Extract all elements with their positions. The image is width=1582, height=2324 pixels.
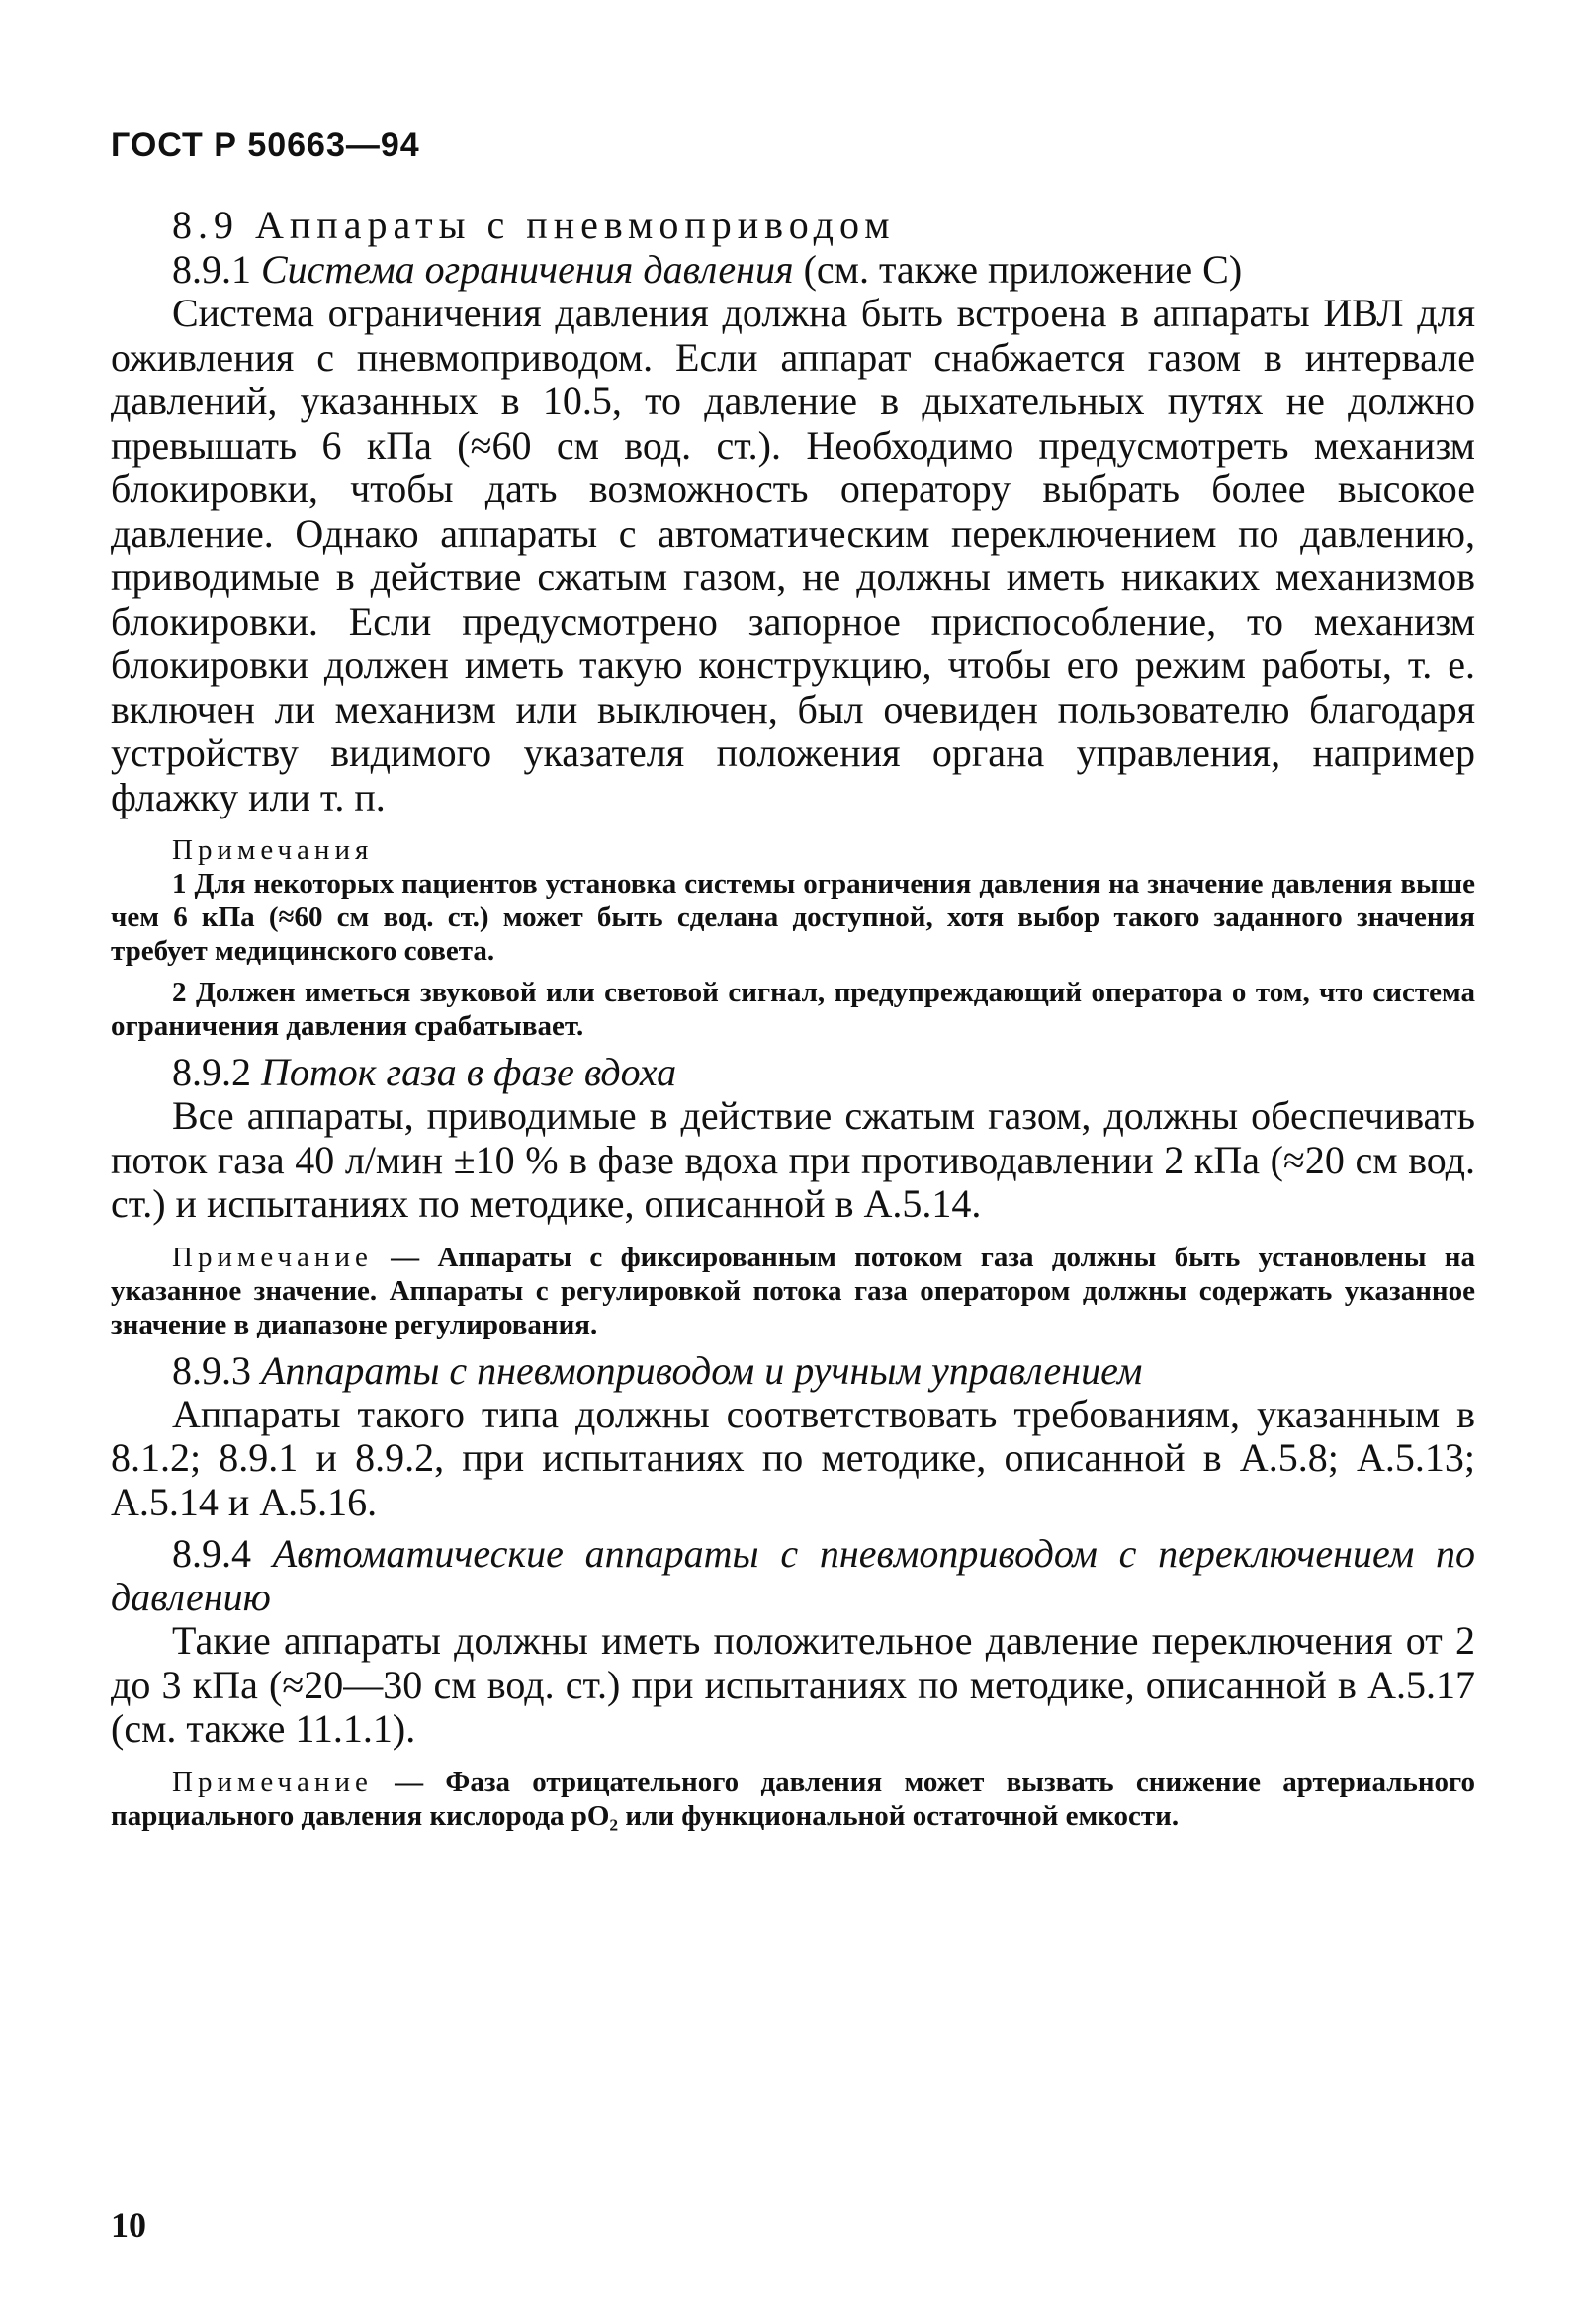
note-text: — Фаза отрицательного давления может вызвать снижение артериального парциального давления кислорода pO₂ или функциональной остаточной емкости. (111, 1765, 1475, 1832)
document-body (111, 203, 1475, 1833)
heading-title: Поток газа в фазе вдоха (261, 1050, 677, 1094)
note-2: 2 Должен иметься звуковой или световой сигнал, предупреждающий оператора о том, что система ограничения давления срабатывает. (111, 977, 1475, 1042)
document-header: ГОСТ Р 50663—94 (111, 127, 420, 164)
heading-title: Аппараты с пневмоприводом и ручным управлением (261, 1347, 1143, 1393)
heading-number: 8.9.2 (172, 1050, 251, 1094)
paragraph-8-9-1: Система ограничения давления должна быть встроена в аппараты ИВЛ для оживления с пневмоприводом. Если аппарат снабжается газом в интервале давлений, указанных в 10.5, то давление в дыхательных путях не должно превышать 6 кПа (≈60 см вод. ст.). Необходимо предусмотреть механизм блокировки, чтобы дать возможность оператору выбрать более высокое давление. Однако аппараты с автоматическим переключением по давлению, приводимые в действие сжатым газом, не должны иметь никаких механизмов блокировки. Если предусмотрено запорное приспособление, то механизм блокировки должен иметь такую конструкцию, чтобы его режим работы, т. е. включен ли механизм или выключен, был очевиден пользователю благодаря устройству видимого указателя положения органа управления, например флажку или т. п. (111, 291, 1475, 819)
heading-suffix: (см. также приложение С) (803, 247, 1243, 292)
paragraph-8-9-3: Аппараты такого типа должны соответствовать требованиям, указанным в 8.1.2; 8.9.1 и 8.9.2, при испытаниях по методике, описанной в А.5.8; А.5.13; А.5.14 и А.5.16. (111, 1391, 1475, 1524)
section-title: 8.9 Аппараты с пневмоприводом (172, 203, 896, 247)
note-label: Примечание (172, 1765, 373, 1798)
heading-number: 8.9.3 (172, 1347, 251, 1393)
paragraph-8-9-4: Такие аппараты должны иметь положительное давление переключения от 2 до 3 кПа (≈20—30 см вод. ст.) при испытаниях по методике, описанной в А.5.17 (см. также 11.1.1). (111, 1618, 1475, 1751)
heading-8-9-1 (111, 248, 1475, 292)
paragraph-8-9-2: Все аппараты, приводимые в действие сжатым газом, должны обеспечивать поток газа 40 л/мин ±10 % в фазе вдоха при противодавлении 2 кПа (≈20 см вод. ст.) и испытаниях по методике, описанной в А.5.14. (111, 1093, 1475, 1226)
heading-title: Автоматические аппараты с пневмоприводом с переключением по давлению (111, 1531, 1476, 1619)
heading-number: 8.9.1 (172, 247, 251, 292)
note-8-9-2 (111, 1241, 1475, 1341)
heading-title: Система ограничения давления (261, 247, 794, 292)
heading-8-9-2 (111, 1051, 1475, 1094)
note-1: 1 Для некоторых пациентов установка системы ограничения давления на значение давления выше чем 6 кПа (≈60 см вод. ст.) может быть сделана доступной, хотя выбор такого заданного значения требует медицинского совета. (111, 868, 1475, 967)
heading-8-9-3 (111, 1349, 1475, 1393)
note-label: Примечание (172, 1241, 373, 1273)
note-8-9-4 (111, 1765, 1475, 1833)
page-number: 10 (111, 2205, 146, 2245)
notes-title: Примечания (172, 834, 374, 866)
note-text: — Аппараты с фиксированным потоком газа должны быть установлены на указанное значение. Аппараты с регулировкой потока газа оператором должны содержать указанное значение в диапазоне регулирования. (111, 1241, 1475, 1340)
heading-8-9-4 (111, 1532, 1475, 1619)
heading-number: 8.9.4 (172, 1531, 251, 1576)
